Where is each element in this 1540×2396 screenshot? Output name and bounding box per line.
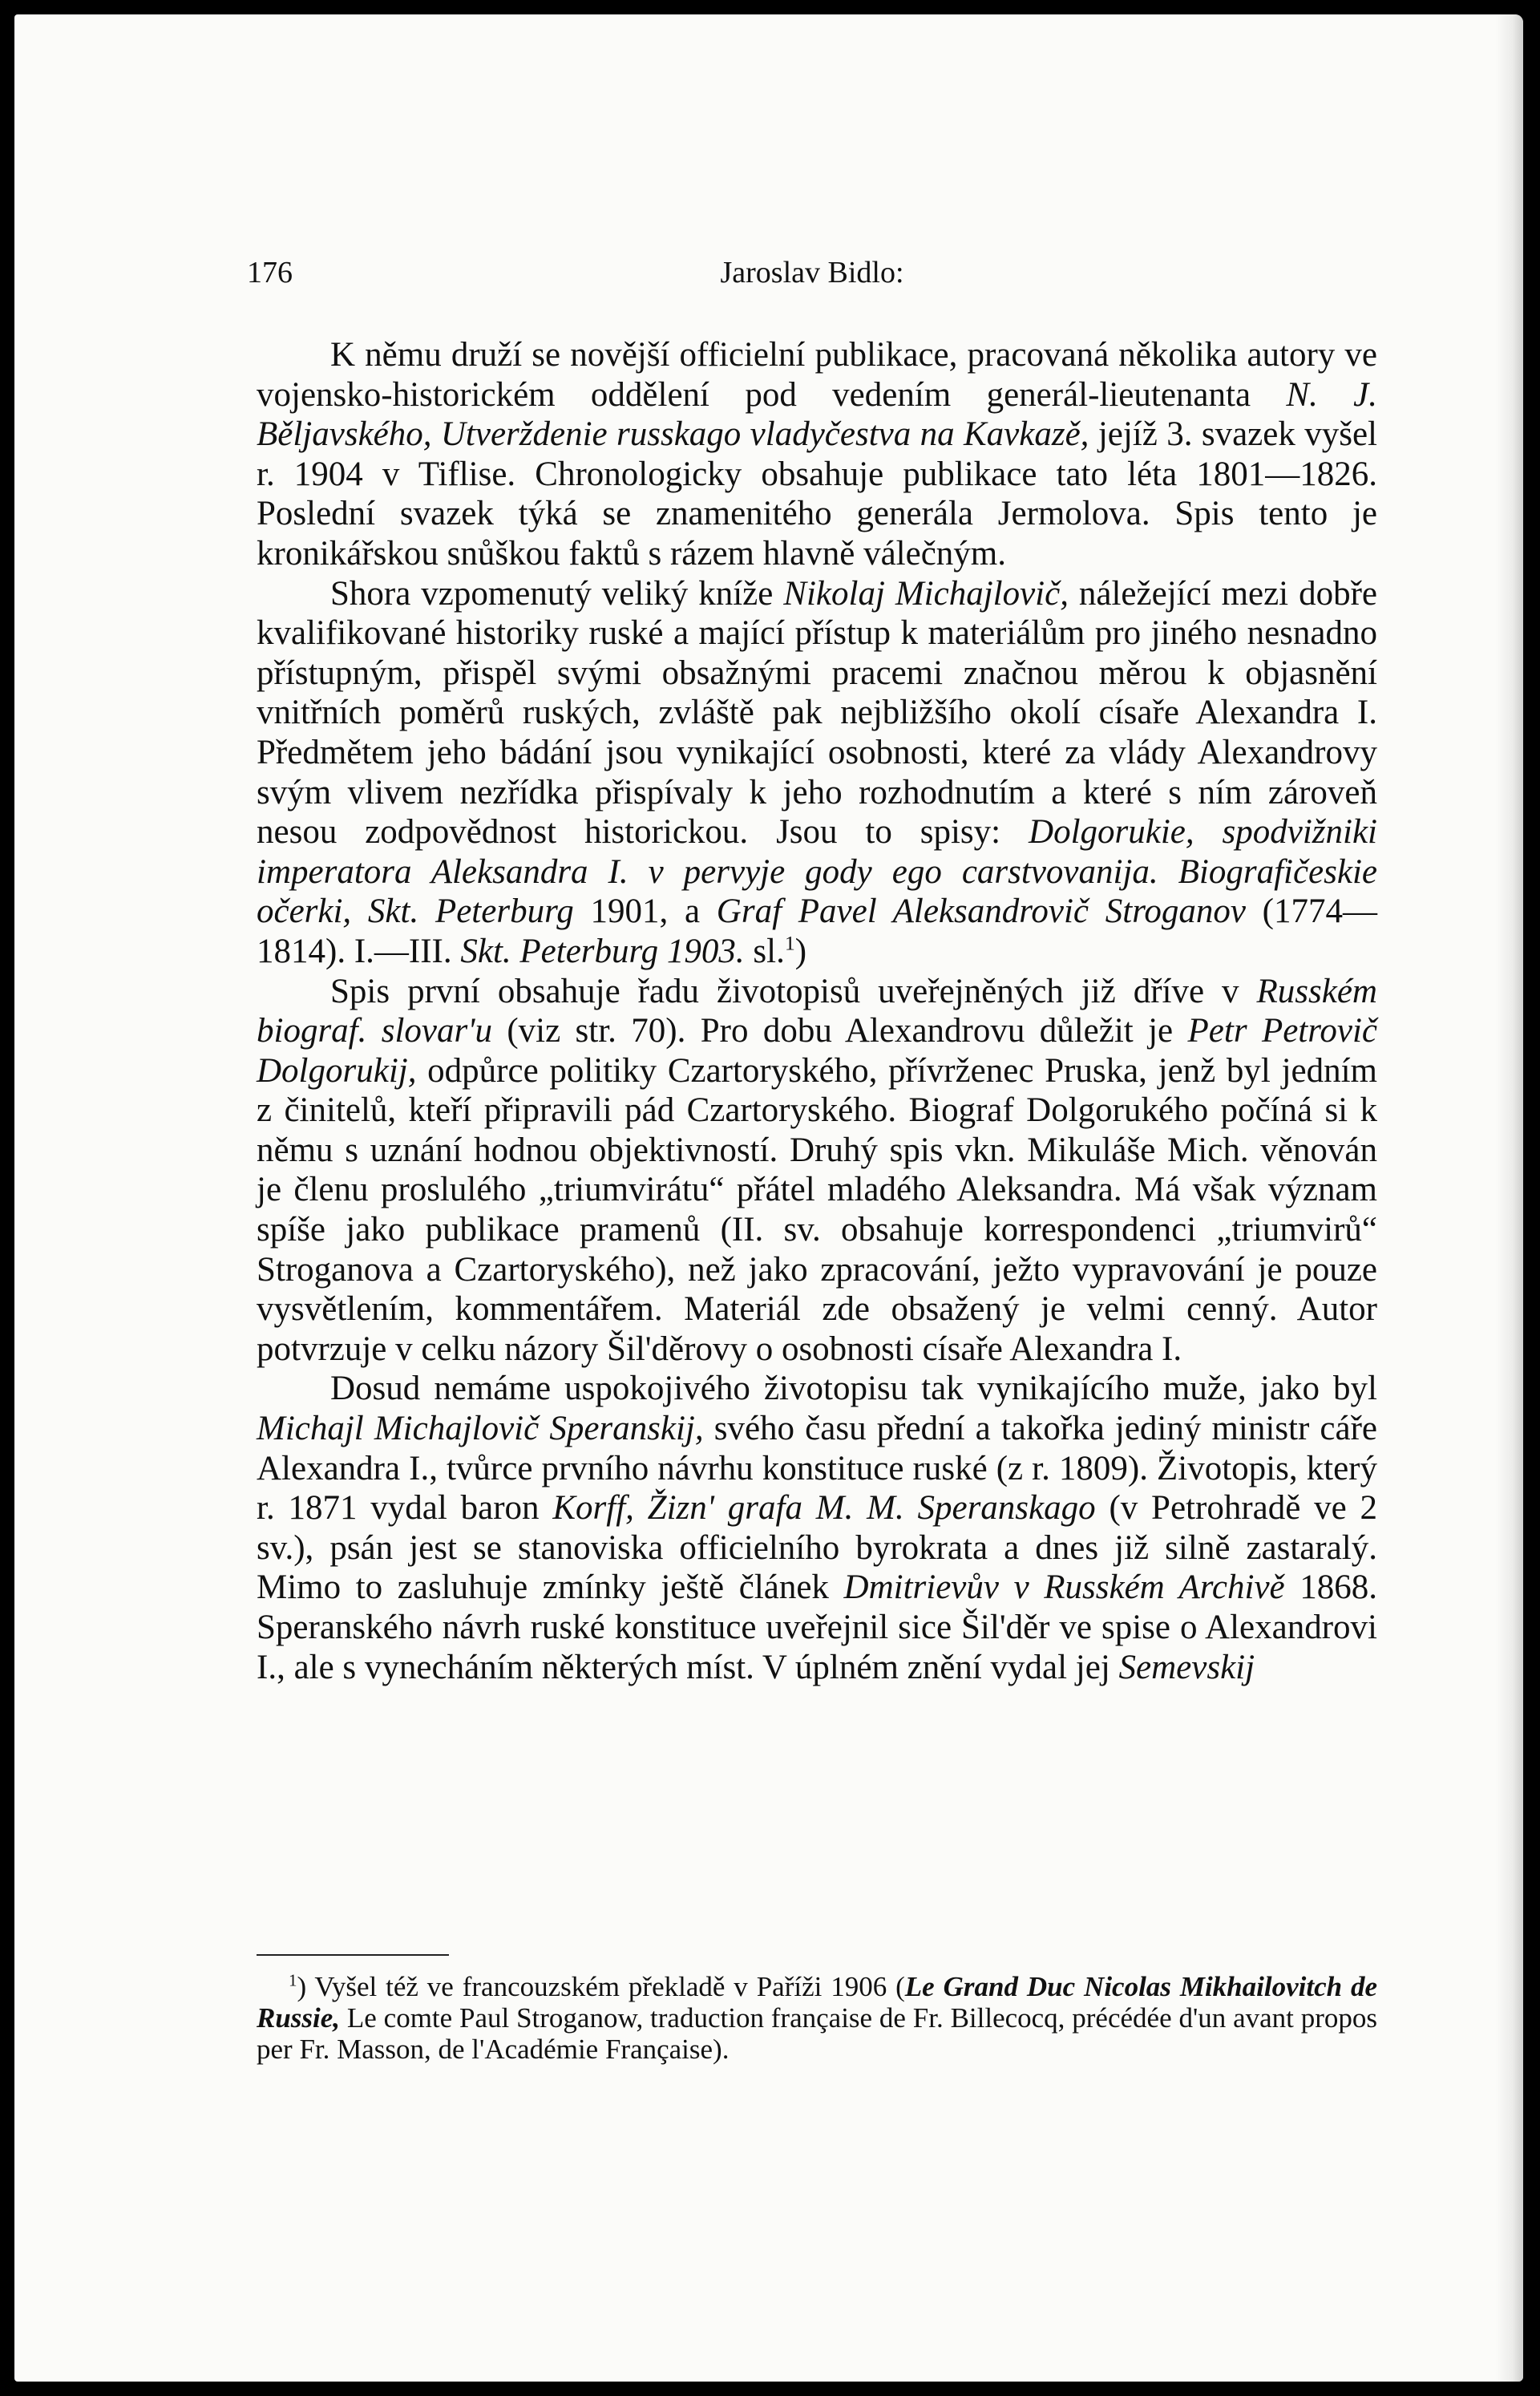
text-run: (viz str. 70). Pro dobu Alexandrovu důležit je [491, 1012, 1188, 1050]
bold-italic-run: Le Grand Duc Nicolas Mikhailovitch de Russie, [257, 1971, 1377, 2034]
paragraph [257, 574, 1377, 972]
text-run: odpůrce politiky Czartoryského, přívrženec Pruska, jenž byl jedním z činitelů, kteří připravili pád Czartoryského. Biograf Dolgorukého počíná si k němu s uznání hodnou objektivností. Druhý spis vkn. Mikuláše Mich. věnován je členu proslulého „triumvirátu“ přátel mladého Aleksandra. Má však význam spíše jako publikace pramenů (II. sv. obsahuje korrespondenci „triumvirů“ Stroganova a Czartoryského), než jako zpracování, ježto vypravování je pouze vysvětlením, kommentářem. Materiál zde obsažený je velmi cenný. Autor potvrzuje v celku názory Šil'děrovy o osobnosti císaře Alexandra I. [257, 1051, 1377, 1368]
body-text [257, 335, 1377, 1687]
text-run: náležející mezi dobře kvalifikované historiky ruské a mající přístup k materiálům pro jiného nesnadno přístupným, přispěl svými obsažnými pracemi značnou měrou k objasnění vnitřních poměrů ruských, zvláště pak nejbližšího okolí císaře Alexandra I. Předmětem jeho bádání jsou vynikající osobnosti, které za vlády Alexandrovy svým vlivem nezřídka přispívaly k jeho rozhodnutím a které s ním zároveň nesou zodpovědnost historickou. Jsou to spisy: [257, 574, 1377, 852]
footnote-text [257, 1971, 1377, 2065]
text-run: sl. [744, 932, 785, 970]
italic-run: Petr Petrovič Dolgorukij, [257, 1012, 1377, 1090]
page-header [247, 255, 1377, 295]
text-run: svého času přední a takořka jediný ministr cáře Alexandra I., tvůrce prvního návrhu konstituce ruské (z r. 1809). Životopis, který r. 1871 vydal baron [257, 1410, 1378, 1528]
text-run: Shora vzpomenutý veliký kníže [330, 574, 784, 613]
book-page [14, 14, 1523, 2382]
text-run: 1868. Speranského návrh ruské konstituce uveřejnil sice Šil'děr ve spise o Alexandrovi I., ale s vynecháním některých míst. V úplném znění vydal jej [257, 1568, 1377, 1686]
text-run: jejíž 3. svazek vyšel r. 1904 v Tiflise. Chronologicky obsahuje publikace tato léta 1801—1826. Poslední svazek týká se znamenitého generála Jermolova. Spis tento je kronikářskou snůškou faktů s rázem hlavně válečným. [257, 415, 1377, 573]
italic-run: Nikolaj Michajlovič, [783, 574, 1069, 613]
italic-run: Dolgorukie, spodvižniki imperatora Aleksandra I. v pervyje gody ego carstvovanija. Biografičeskie očerki, Skt. Peterburg [257, 813, 1377, 931]
paragraph [257, 335, 1377, 574]
page-edge-shadow [1496, 14, 1523, 2382]
italic-run: N. J. Běljavského, Utverždenie russkago vladyčestva na Kavkazě, [257, 375, 1377, 454]
italic-run: Graf Pavel Aleksandrovič Stroganov [716, 892, 1246, 931]
footnote [257, 1971, 1377, 2065]
text-run: ) [794, 932, 807, 970]
footnote-marker: 1 [289, 1970, 297, 1990]
text-run: Le comte Paul Stroganow, traduction française de Fr. Billecocq, précédée d'un avant propos per Fr. Masson, de l'Académie Française). [257, 2002, 1377, 2065]
italic-run: Dmitrievův v Rusském Archivě [843, 1568, 1285, 1607]
italic-run: Rusském biograf. slovar'u [257, 972, 1377, 1050]
text-run: K němu druží se novější officielní publikace, pracovaná několika autory ve vojensko-historickém oddělení pod vedením generál-lieutenanta [257, 336, 1377, 414]
text-run: Dosud nemáme uspokojivého životopisu tak vynikajícího muže, jako byl [330, 1370, 1377, 1408]
footnote-divider [257, 1954, 449, 1956]
text-run: (v Petrohradě ve 2 sv.), psán jest se stanoviska officielního byrokrata a dnes již silně zastaralý. Mimo to zasluhuje zmínky ještě článek [257, 1489, 1377, 1607]
text-run: 1901, a [573, 892, 717, 931]
italic-run: Skt. Peterburg 1903. [460, 932, 745, 970]
page-number: 176 [247, 256, 293, 289]
footnote-marker: 1 [784, 931, 795, 955]
text-run: ) Vyšel též ve francouzském překladě v Paříži 1906 ( [297, 1971, 905, 2002]
paragraph [257, 1369, 1377, 1687]
text-run: (1774—1814). I.—III. [257, 892, 1377, 970]
paragraph [257, 972, 1377, 1370]
italic-run: Korff, Žizn' grafa M. M. Speranskago [552, 1489, 1096, 1528]
running-head: Jaroslav Bidlo: [720, 256, 904, 289]
italic-run: Semevskij [1118, 1648, 1255, 1686]
text-run: Spis první obsahuje řadu životopisů uveřejněných již dříve v [330, 972, 1257, 1010]
italic-run: Michajl Michajlovič Speranskij, [257, 1410, 704, 1448]
